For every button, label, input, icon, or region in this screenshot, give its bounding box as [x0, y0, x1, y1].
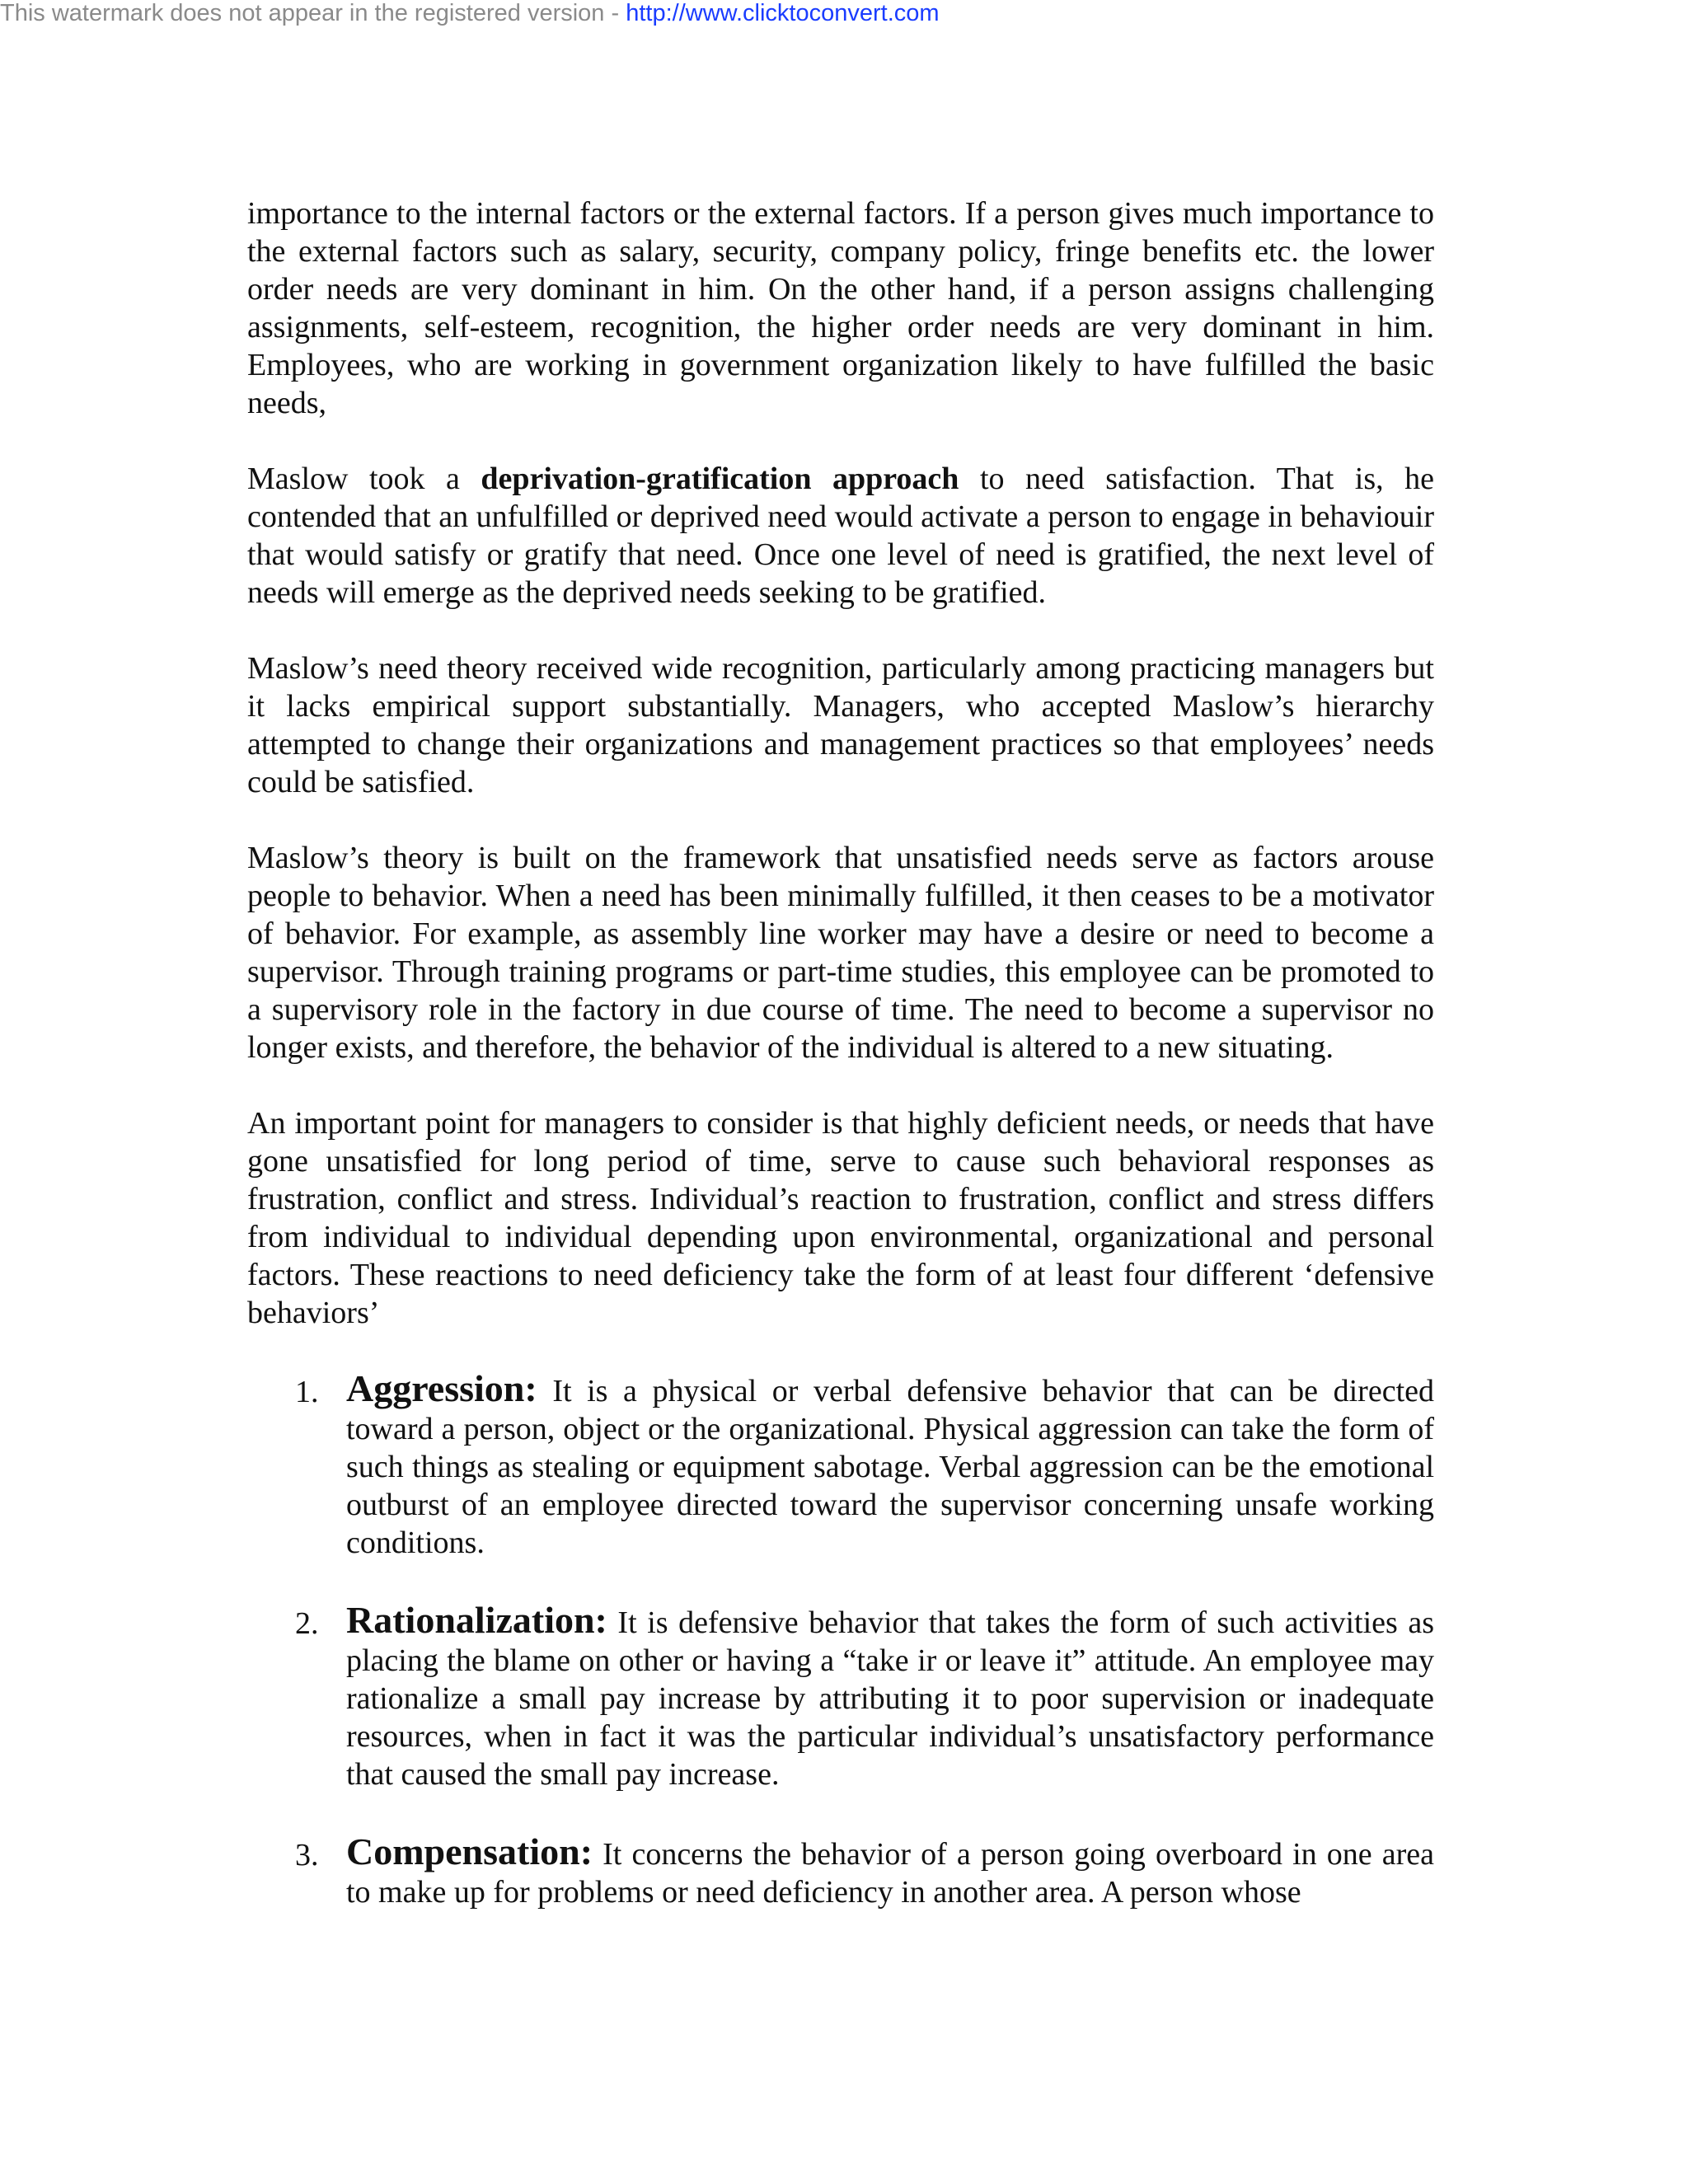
paragraph-framework: Maslow’s theory is built on the framework that unsatisfied needs serve as factors arouse people to behavior. When a need has been minimally fulfilled, it then ceases to be a motivator of behavior. For example, as assembly line worker may have a desire or need to become a supervisor. Through training programs or part-time studies, this employee can be promoted to a supervisory role in the factory in due course of time. The need to become a supervisor no longer exists, and therefore, the behavior of the individual is altered to a new situating.	[247, 841, 1434, 1065]
list-item-rationalization	[247, 1601, 1434, 1793]
list-item-number: 3.	[295, 1838, 319, 1872]
list-item-compensation	[247, 1830, 1434, 1911]
list-item-number: 1.	[295, 1375, 319, 1409]
paragraph-text-before: Maslow took a	[247, 462, 481, 496]
watermark-text: This watermark does not appear in the registered version -	[0, 0, 626, 26]
defensive-behaviors-list	[247, 1367, 1434, 1911]
paragraph-deficient-needs: An important point for managers to consider is that highly deficient needs, or needs that have gone unsatisfied for long period of time, serve to cause such behavioral responses as frustration, conflict and stress. Individual’s reaction to frustration, conflict and stress differs from individual to individual depending upon environmental, organizational and personal factors. These reactions to need deficiency take the form of at least four different ‘defensive behaviors’	[247, 1106, 1434, 1330]
list-item-term: Aggression:	[346, 1367, 537, 1409]
paragraph-recognition: Maslow’s need theory received wide recognition, particularly among practicing managers but it lacks empirical support substantially. Managers, who accepted Maslow’s hierarchy attempted to change their organizations and management practices so that employees’ needs could be satisfied.	[247, 651, 1434, 799]
list-item-number: 2.	[295, 1606, 319, 1641]
list-item-term: Rationalization:	[346, 1599, 607, 1641]
watermark-link[interactable]: http://www.clicktoconvert.com	[626, 0, 940, 26]
watermark-banner	[0, 0, 940, 26]
list-item-aggression	[247, 1367, 1434, 1562]
list-item-term: Compensation:	[346, 1830, 593, 1872]
paragraph-internal-external-factors: importance to the internal factors or the external factors. If a person gives much importance to the external factors such as salary, security, company policy, fringe benefits etc. the lower order needs are very dominant in him. On the other hand, if a person assigns challenging assignments, self-esteem, recognition, the higher order needs are very dominant in him. Employees, who are working in government organization likely to have fulfilled the basic needs,	[247, 196, 1434, 420]
list-item-text: It concerns the behavior of a person going overboard in one area to make up for problems or need deficiency in another area. A person whose	[346, 1837, 1434, 1910]
list-item-text: It is defensive behavior that takes the form of such activities as placing the blame on other or having a “take ir or leave it” attitude. An employee may rationalize a small pay increase by attributing it to poor supervision or inadequate resources, when in fact it was the particular individual’s unsatisfactory performance that caused the small pay increase.	[346, 1605, 1434, 1792]
list-item-text: It is a physical or verbal defensive behavior that can be directed toward a person, object or the organizational. Physical aggression can take the form of such things as stealing or equipment sabotage. Verbal aggression can be the emotional outburst of an employee directed toward the supervisor concerning unsafe working conditions.	[346, 1374, 1434, 1560]
bold-term-deprivation-gratification: deprivation-gratification approach	[481, 462, 959, 496]
document-body	[247, 194, 1434, 1951]
paragraph-deprivation-gratification	[247, 460, 1434, 612]
paragraph-text-after: to need satisfaction. That is, he contended that an unfulfilled or deprived need would activate a person to engage in behaviouir that would satisfy or gratify that need. Once one level of need is gratified, the next level of needs will emerge as the deprived needs seeking to be gratified.	[247, 462, 1435, 610]
